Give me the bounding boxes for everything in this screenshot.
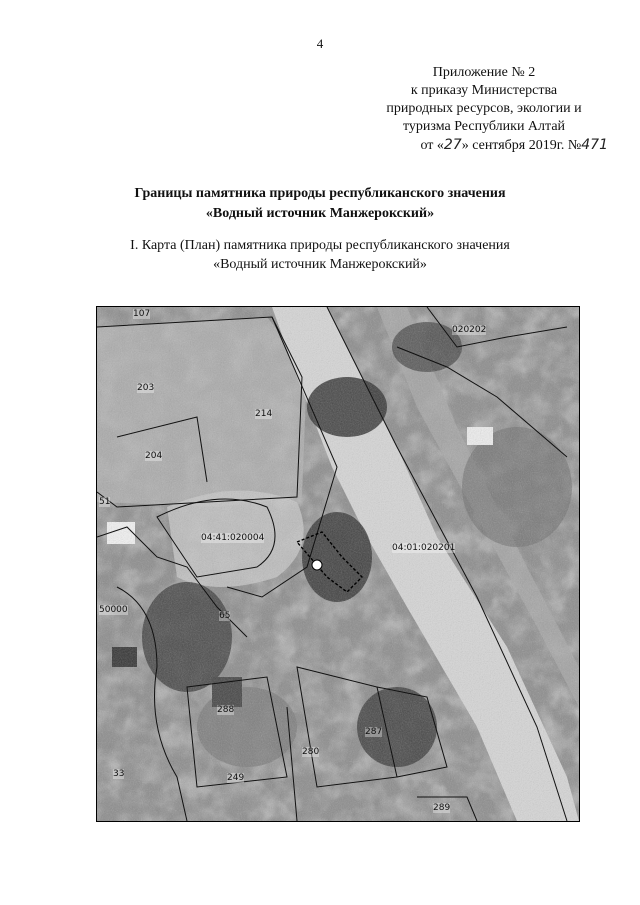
appendix-line: Приложение № 2 bbox=[432, 65, 536, 80]
parcel-label: 51 bbox=[99, 497, 111, 507]
appendix-line: к приказу Министерства bbox=[410, 83, 558, 98]
cadastral-block-label: 020202 bbox=[452, 325, 487, 335]
parcel-label: 289 bbox=[433, 803, 451, 813]
parcel-label: 107 bbox=[133, 309, 151, 319]
section-heading bbox=[0, 236, 640, 274]
spring-point bbox=[312, 560, 322, 570]
title-line-2: «Водный источник Манжерокский» bbox=[205, 206, 435, 221]
subtitle-line-2: «Водный источник Манжерокский» bbox=[213, 257, 427, 272]
parcel-label: 204 bbox=[145, 451, 163, 461]
map-imagery bbox=[97, 307, 579, 821]
parcel-label: 288 bbox=[217, 705, 235, 715]
appendix-line: природных ресурсов, экологии и bbox=[386, 101, 582, 116]
cadastral-block-label: 04:41:020004 bbox=[201, 533, 265, 543]
page-number: 4 bbox=[316, 36, 324, 51]
parcel-label: 214 bbox=[255, 409, 273, 419]
subtitle-line-1: I. Карта (План) памятника природы республиканского значения bbox=[130, 238, 510, 253]
date-prefix: от « bbox=[420, 138, 444, 153]
parcel-label: 203 bbox=[137, 383, 155, 393]
order-date-line bbox=[354, 136, 614, 155]
title-line-1: Границы памятника природы республиканского значения bbox=[134, 186, 506, 201]
appendix-line: туризма Республики Алтай bbox=[402, 119, 566, 134]
parcel-label: 33 bbox=[113, 769, 125, 779]
parcel-label: 249 bbox=[227, 773, 245, 783]
satellite-map bbox=[96, 306, 580, 822]
cadastral-block-label: 04:01:020201 bbox=[392, 543, 456, 553]
parcel-label: 287 bbox=[365, 727, 383, 737]
parcel-label: 280 bbox=[302, 747, 320, 757]
date-day-handwritten: 27 bbox=[443, 137, 462, 153]
order-number-handwritten: 471 bbox=[581, 137, 608, 153]
parcel-label: 65 bbox=[219, 611, 231, 621]
photo-grain bbox=[97, 307, 579, 821]
document-title bbox=[0, 184, 640, 224]
appendix-header bbox=[354, 64, 614, 155]
parcel-label: 50000 bbox=[99, 605, 128, 615]
date-suffix: » сентября 2019г. № bbox=[461, 138, 582, 153]
